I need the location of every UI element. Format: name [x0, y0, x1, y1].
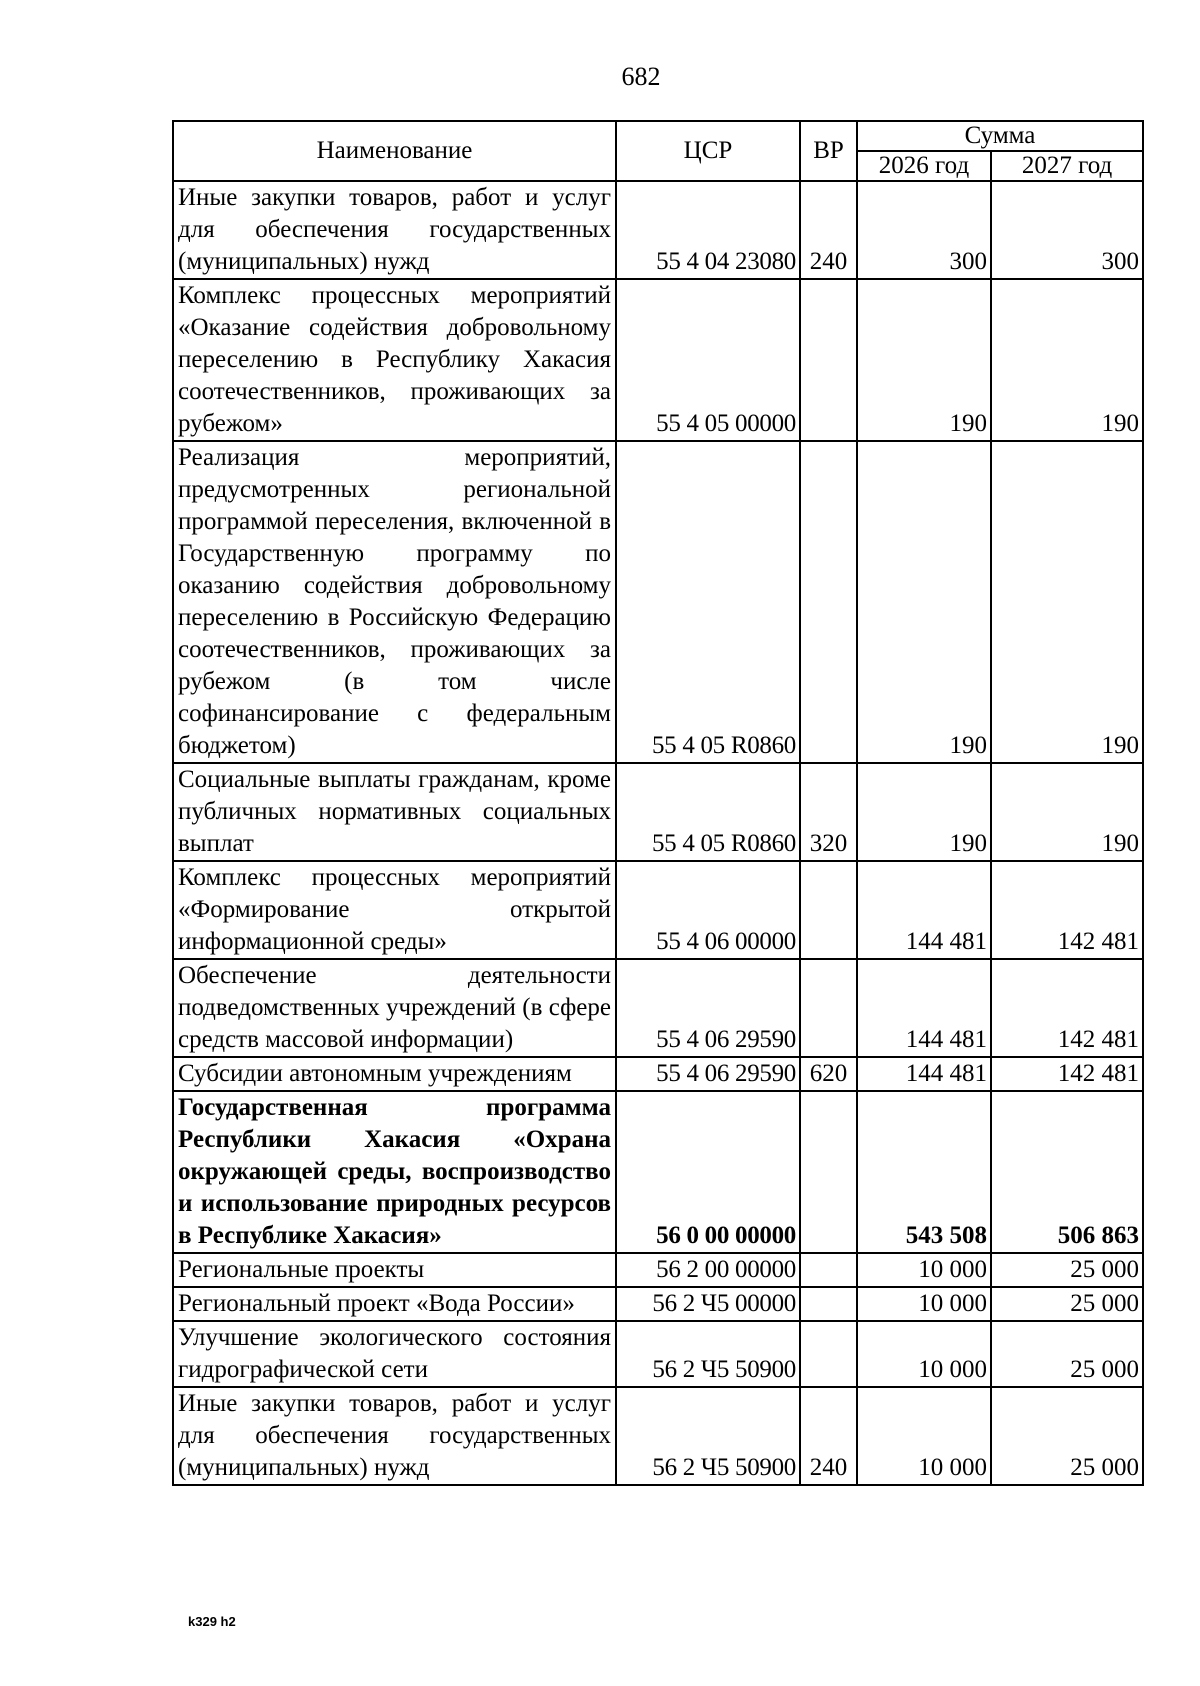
table-row: [173, 1253, 1143, 1287]
row-sum-2027-cell: 190: [991, 441, 1143, 763]
row-vr-cell: [800, 1091, 857, 1253]
row-name-cell: Субсидии автономным учреждениям: [173, 1057, 616, 1091]
row-csr-cell: 55 4 05 R0860: [616, 441, 800, 763]
row-sum-2026-cell: 10 000: [857, 1287, 991, 1321]
row-vr-cell: [800, 441, 857, 763]
header-sum: Сумма: [857, 121, 1143, 151]
row-csr-cell: 55 4 05 00000: [616, 279, 800, 441]
row-vr-cell: 240: [800, 1387, 857, 1485]
row-name-cell: Иные закупки товаров, работ и услуг для обеспечения государственных (муниципальных) нужд: [173, 1387, 616, 1485]
header-name: Наименование: [173, 121, 616, 181]
footer-code: k329 h2: [188, 1614, 236, 1629]
row-vr-cell: 620: [800, 1057, 857, 1091]
row-sum-2027-cell: 142 481: [991, 1057, 1143, 1091]
budget-table: [172, 120, 1144, 1486]
row-sum-2026-cell: 144 481: [857, 861, 991, 959]
table-row: [173, 181, 1143, 279]
row-sum-2027-cell: 25 000: [991, 1387, 1143, 1485]
table-row: [173, 763, 1143, 861]
row-sum-2026-cell: 10 000: [857, 1387, 991, 1485]
row-name-cell: Государственная программа Республики Хакасия «Охрана окружающей среды, воспроизводство и использование природных ресурсов в Республике Хакасия»: [173, 1091, 616, 1253]
row-name-cell: Региональный проект «Вода России»: [173, 1287, 616, 1321]
row-sum-2027-cell: 25 000: [991, 1287, 1143, 1321]
row-sum-2027-cell: 300: [991, 181, 1143, 279]
row-vr-cell: [800, 1253, 857, 1287]
table-row: [173, 1057, 1143, 1091]
row-sum-2026-cell: 300: [857, 181, 991, 279]
row-sum-2027-cell: 142 481: [991, 861, 1143, 959]
row-vr-cell: [800, 959, 857, 1057]
row-sum-2027-cell: 25 000: [991, 1321, 1143, 1387]
row-csr-cell: 55 4 06 29590: [616, 1057, 800, 1091]
header-year-2026: 2026 год: [857, 151, 991, 181]
row-name-cell: Комплекс процессных мероприятий «Формирование открытой информационной среды»: [173, 861, 616, 959]
row-vr-cell: [800, 1321, 857, 1387]
row-csr-cell: 55 4 04 23080: [616, 181, 800, 279]
row-csr-cell: 56 2 Ч5 00000: [616, 1287, 800, 1321]
row-csr-cell: 56 2 Ч5 50900: [616, 1387, 800, 1485]
row-name-cell: Реализация мероприятий, предусмотренных региональной программой переселения, включенной в Государственную программу по оказанию содействия добровольному переселению в Российскую Федерацию соотечественников, проживающих за рубежом (в том числе софинансирование с федеральным бюджетом): [173, 441, 616, 763]
row-sum-2026-cell: 10 000: [857, 1253, 991, 1287]
row-sum-2027-cell: 190: [991, 763, 1143, 861]
row-sum-2027-cell: 142 481: [991, 959, 1143, 1057]
row-name-cell: Социальные выплаты гражданам, кроме публичных нормативных социальных выплат: [173, 763, 616, 861]
row-csr-cell: 56 0 00 00000: [616, 1091, 800, 1253]
row-vr-cell: [800, 1287, 857, 1321]
row-csr-cell: 55 4 06 29590: [616, 959, 800, 1057]
row-sum-2027-cell: 506 863: [991, 1091, 1143, 1253]
row-csr-cell: 56 2 Ч5 50900: [616, 1321, 800, 1387]
table-row: [173, 1091, 1143, 1253]
row-sum-2026-cell: 543 508: [857, 1091, 991, 1253]
table-row: [173, 279, 1143, 441]
row-sum-2027-cell: 190: [991, 279, 1143, 441]
row-name-cell: Региональные проекты: [173, 1253, 616, 1287]
row-vr-cell: [800, 279, 857, 441]
row-vr-cell: [800, 861, 857, 959]
row-csr-cell: 56 2 00 00000: [616, 1253, 800, 1287]
row-vr-cell: 320: [800, 763, 857, 861]
table-row: [173, 1321, 1143, 1387]
row-name-cell: Обеспечение деятельности подведомственных учреждений (в сфере средств массовой информации): [173, 959, 616, 1057]
header-vr: ВР: [800, 121, 857, 181]
row-name-cell: Комплекс процессных мероприятий «Оказание содействия добровольному переселению в Республику Хакасия соотечественников, проживающих за рубежом»: [173, 279, 616, 441]
budget-table-container: [172, 120, 1144, 1486]
row-sum-2027-cell: 25 000: [991, 1253, 1143, 1287]
table-row: [173, 441, 1143, 763]
row-name-cell: Улучшение экологического состояния гидрографической сети: [173, 1321, 616, 1387]
table-body: [173, 181, 1143, 1485]
row-sum-2026-cell: 144 481: [857, 1057, 991, 1091]
row-sum-2026-cell: 10 000: [857, 1321, 991, 1387]
row-vr-cell: 240: [800, 181, 857, 279]
row-csr-cell: 55 4 06 00000: [616, 861, 800, 959]
row-csr-cell: 55 4 05 R0860: [616, 763, 800, 861]
row-sum-2026-cell: 144 481: [857, 959, 991, 1057]
table-row: [173, 1387, 1143, 1485]
table-row: [173, 1287, 1143, 1321]
header-csr: ЦСР: [616, 121, 800, 181]
row-sum-2026-cell: 190: [857, 279, 991, 441]
table-row: [173, 861, 1143, 959]
header-year-2027: 2027 год: [991, 151, 1143, 181]
row-sum-2026-cell: 190: [857, 441, 991, 763]
table-row: [173, 959, 1143, 1057]
row-name-cell: Иные закупки товаров, работ и услуг для обеспечения государственных (муниципальных) нужд: [173, 181, 616, 279]
page-number: 682: [621, 62, 661, 91]
row-sum-2026-cell: 190: [857, 763, 991, 861]
